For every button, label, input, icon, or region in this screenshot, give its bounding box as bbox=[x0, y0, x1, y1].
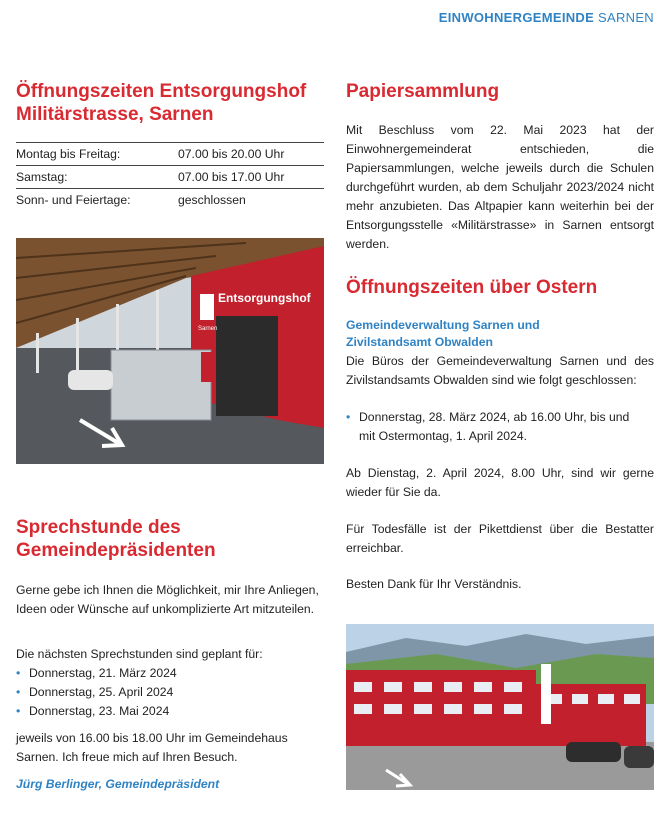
ostern-intro: Die Büros der Gemeindeverwaltung Sarnen und des Zivilstandsamts Obwalden sind wie folgt geschlossen: bbox=[346, 354, 654, 387]
list-item: • Donnerstag, 25. April 2024 bbox=[16, 683, 324, 702]
ostern-subtitle: Gemeindeverwaltung Sarnen und Zivilstandsamt Obwalden bbox=[346, 318, 540, 349]
photo-logo-text: Sarnen bbox=[198, 326, 218, 332]
papier-text: Mit Beschluss vom 22. Mai 2023 hat der Einwohnergemeinderat entschieden, die Papiersammlungen, welche jeweils durch die Schulen durchgeführt wurden, ab dem Schuljahr 2023/2024 nicht mehr anzubieten. Das Altpapier kann weiterhin bei der Entsorgungsstelle «Militärstrasse» in Sarnen entsorgt werden. bbox=[346, 123, 654, 251]
gemeindehaus-photo bbox=[346, 624, 654, 790]
hours-label: Sonn- und Feiertage: bbox=[16, 193, 131, 207]
table-row bbox=[16, 142, 324, 165]
ostern-todes: Für Todesfälle ist der Pikettdienst über die Bestatter erreichbar. bbox=[346, 522, 654, 555]
ostern-reopen: Ab Dienstag, 2. April 2024, 8.00 Uhr, sind wir gerne wieder für Sie da. bbox=[346, 466, 654, 499]
gemeindehaus-illustration bbox=[346, 624, 654, 790]
entsorgungshof-photo bbox=[16, 238, 324, 464]
sprech-title: Sprechstunde des Gemeindepräsidenten bbox=[16, 517, 216, 561]
sprech-date-list bbox=[16, 664, 324, 721]
table-row bbox=[16, 188, 324, 211]
hours-table bbox=[16, 142, 324, 211]
ostern-dank: Besten Dank für Ihr Verständnis. bbox=[346, 577, 522, 591]
ostern-list bbox=[346, 408, 634, 446]
sprech-time: jeweils von 16.00 bis 18.00 Uhr im Gemeindehaus Sarnen. Ich freue mich auf Ihren Besuch. bbox=[16, 731, 288, 764]
list-item: • Donnerstag, 23. Mai 2024 bbox=[16, 702, 324, 721]
list-item: • Donnerstag, 28. März 2024, ab 16.00 Uhr, bis und mit Ostermontag, 1. April 2024. bbox=[346, 408, 634, 446]
photo-sign-text: Entsorgungshof bbox=[218, 291, 311, 305]
table-row bbox=[16, 165, 324, 188]
list-item: • Donnerstag, 21. März 2024 bbox=[16, 664, 324, 683]
papier-title: Papiersammlung bbox=[346, 81, 500, 102]
hours-value: 07.00 bis 20.00 Uhr bbox=[178, 147, 285, 161]
hours-label: Samstag: bbox=[16, 170, 68, 184]
header-org-bold: EINWOHNERGEMEINDE bbox=[438, 10, 595, 25]
sprech-intro: Gerne gebe ich Ihnen die Möglichkeit, mir Ihre Anliegen, Ideen oder Wünsche auf unkomplizierte Art mitzuteilen. bbox=[16, 583, 319, 616]
page-header bbox=[439, 10, 654, 25]
hours-title: Öffnungszeiten Entsorgungshof Militärstrasse, Sarnen bbox=[16, 81, 307, 125]
signature: Jürg Berlinger, Gemeindepräsident bbox=[16, 777, 220, 791]
hours-value: geschlossen bbox=[178, 193, 246, 207]
entsorgungshof-illustration bbox=[16, 238, 324, 464]
header-org-light: SARNEN bbox=[598, 10, 654, 25]
hours-label: Montag bis Freitag: bbox=[16, 147, 121, 161]
sprech-next: Die nächsten Sprechstunden sind geplant für: bbox=[16, 647, 263, 661]
hours-value: 07.00 bis 17.00 Uhr bbox=[178, 170, 285, 184]
ostern-title: Öffnungszeiten über Ostern bbox=[346, 277, 598, 298]
